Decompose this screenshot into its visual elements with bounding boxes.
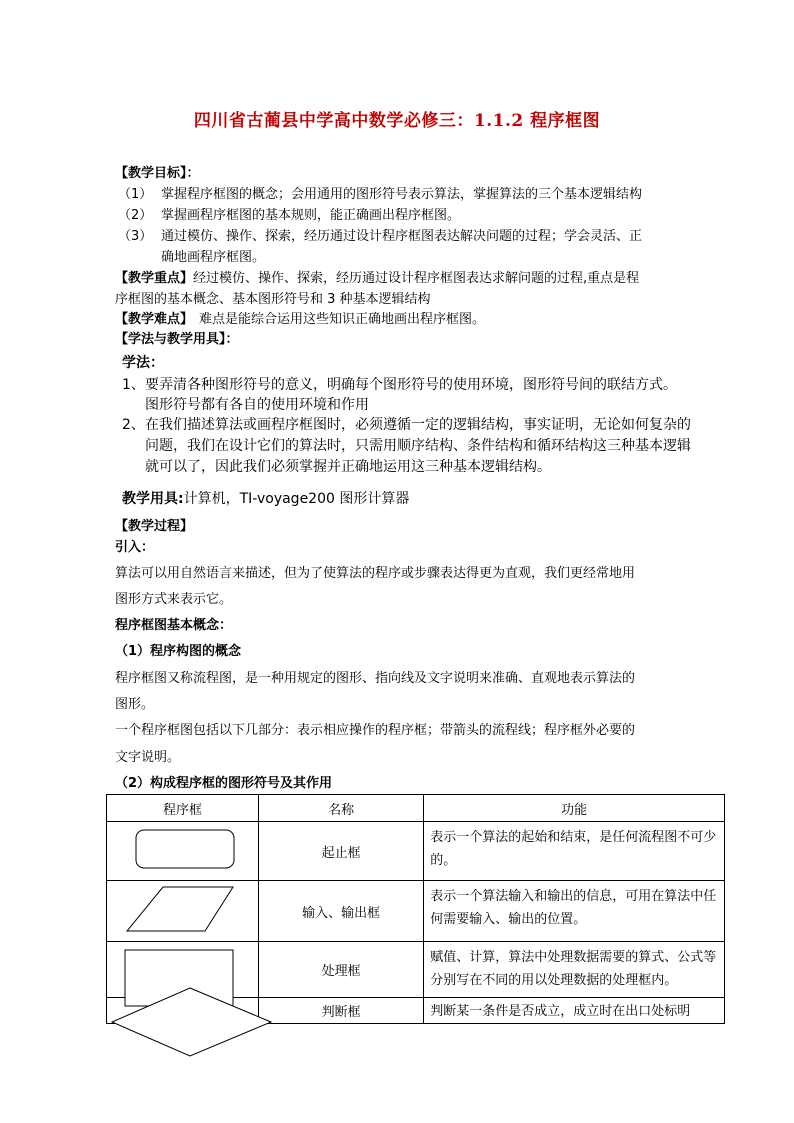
- terminal-shape-icon: [107, 822, 258, 876]
- difficulty-heading: 【教学难点】: [115, 312, 194, 327]
- sub1-line-3: 一个程序框图包括以下几部分：表示相应操作的程序框；带箭头的流程线；程序框外必要的: [115, 723, 636, 738]
- table-row: [107, 881, 725, 942]
- study-item-2-line2: 问题，我们在设计它们的算法时，只需用顺序结构、条件结构和循环结构这三种基本逻辑: [145, 438, 691, 454]
- sub1-line-4: 文字说明。: [115, 750, 181, 765]
- name-cell: 判断框: [259, 998, 424, 1024]
- study-num-2: 2、: [122, 417, 145, 433]
- header-function: 功能: [424, 795, 725, 822]
- study-num-1: 1、: [122, 377, 145, 393]
- sub2-heading: （2）构成程序框的图形符号及其作用: [115, 776, 333, 791]
- header-shape: 程序框: [107, 795, 259, 822]
- goal-num-1: （1）: [118, 187, 153, 202]
- key-heading: 【教学重点】: [115, 271, 194, 286]
- name-cell: 输入、输出框: [259, 881, 424, 942]
- study-item-2-line1: 在我们描述算法或画程序框图时，必须遵循一定的逻辑结构，事实证明，无论如何复杂的: [145, 417, 691, 433]
- decision-diamond-icon: [106, 984, 276, 1062]
- header-name: 名称: [259, 795, 424, 822]
- function-cell: 表示一个算法输入和输出的信息，可用在算法中任何需要输入、输出的位置。: [424, 881, 725, 942]
- tools-heading: 教学用具:: [122, 491, 184, 507]
- sub1-heading: （1）程序构图的概念: [115, 644, 242, 659]
- function-cell: 赋值、计算，算法中处理数据需要的算式、公式等分别写在不同的用以处理数据的处理框内。: [424, 942, 725, 998]
- goal-num-3: （3）: [118, 229, 153, 244]
- name-cell: 处理框: [259, 942, 424, 998]
- document-title: 四川省古蔺县中学高中数学必修三：1.1.2 程序框图: [193, 111, 601, 131]
- shape-cell: [107, 822, 259, 881]
- intro-heading: 引入：: [115, 540, 155, 555]
- tools-text: 计算机，TI-voyage200 图形计算器: [183, 491, 410, 507]
- difficulty: [115, 308, 485, 327]
- goals-heading: 【教学目标】：: [115, 166, 200, 181]
- goal-text-2: 掌握画程序框图的基本规则，能正确画出程序框图。: [161, 208, 461, 223]
- shape-cell: [107, 881, 259, 942]
- goal-text-3: 通过模仿、操作、探索，经历通过设计程序框图表达解决问题的过程；学会灵活、正: [161, 229, 643, 244]
- intro-line-1: 算法可以用自然语言来描述，但为了使算法的程序或步骤表达得更为直观，我们更经常地用: [115, 566, 636, 581]
- intro-line-2: 图形方式来表示它。: [115, 592, 233, 607]
- table-header-row: [107, 795, 725, 822]
- study-item-2-line3: 就可以了，因此我们必须掌握并正确地运用这三种基本逻辑结构。: [145, 459, 551, 475]
- table-row: [107, 822, 725, 881]
- concept-heading: 程序框图基本概念：: [115, 618, 233, 633]
- key-text-2: 序框图的基本概念、基本图形符号和 3 种基本逻辑结构: [115, 292, 431, 307]
- difficulty-text: 难点是能综合运用这些知识正确地画出程序框图。: [199, 312, 486, 327]
- method-heading: 【学法与教学用具】：: [115, 332, 239, 347]
- io-parallelogram-icon: [107, 881, 258, 937]
- goal-text-3-cont: 确地画程序框图。: [161, 250, 266, 265]
- key-points: [115, 267, 639, 286]
- study-heading: 学法：: [122, 355, 164, 371]
- goal-text-1: 掌握程序框图的概念；会用通用的图形符号表示算法，掌握算法的三个基本逻辑结构: [161, 187, 643, 202]
- tools: [122, 488, 409, 508]
- goal-num-2: （2）: [118, 208, 153, 223]
- name-cell: 起止框: [259, 822, 424, 881]
- process-heading: 【教学过程】: [115, 519, 194, 534]
- study-item-1-line1: 要弄清各种图形符号的意义，明确每个图形符号的使用环境，图形符号间的联结方式。: [145, 377, 677, 393]
- sub1-line-1: 程序框图又称流程图，是一种用规定的图形、指向线及文字说明来准确、直观地表示算法的: [115, 671, 636, 686]
- key-text: 经过模仿、操作、探索，经历通过设计程序框图表达求解问题的过程,重点是程: [193, 271, 640, 286]
- sub1-line-2: 图形。: [115, 697, 155, 712]
- function-cell: 表示一个算法的起始和结束，是任何流程图不可少的。: [424, 822, 725, 881]
- function-cell: 判断某一条件是否成立，成立时在出口处标明: [424, 998, 725, 1024]
- study-item-1-line2: 图形符号都有各自的使用环境和作用: [145, 397, 369, 413]
